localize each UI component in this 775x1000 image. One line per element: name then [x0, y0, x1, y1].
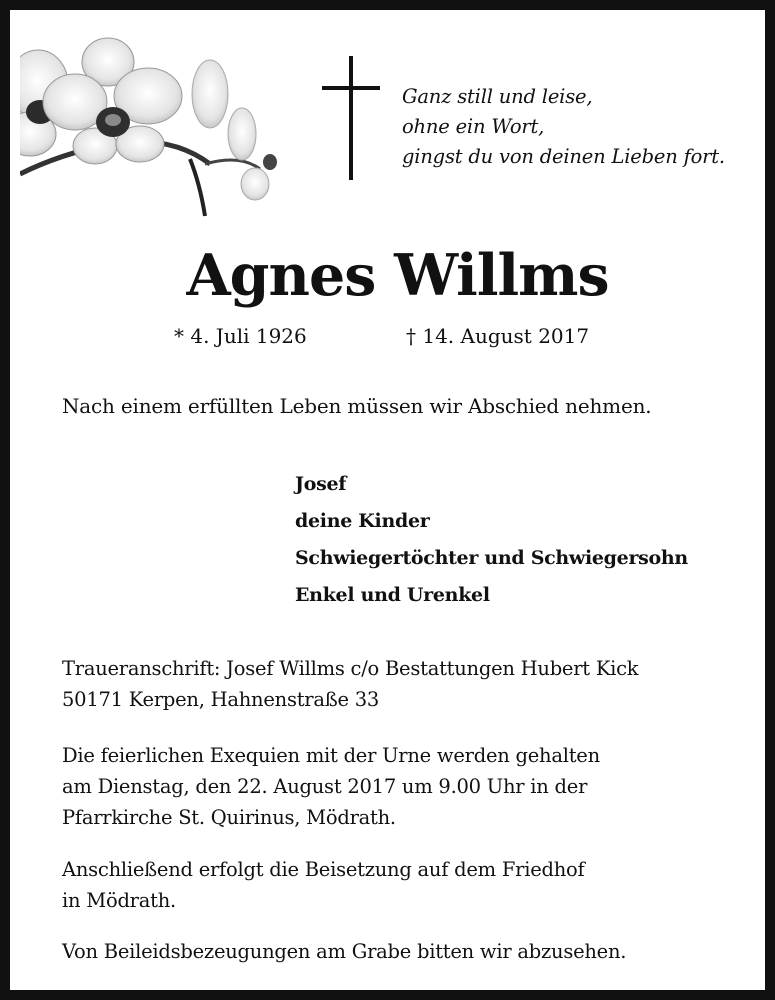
- death-date: † 14. August 2017: [406, 324, 590, 348]
- burial-line: in Mödrath.: [62, 889, 176, 912]
- closing-line: Von Beileidsbezeugungen am Grabe bitten wir abzusehen.: [62, 940, 627, 963]
- mourner: Enkel und Urenkel: [295, 584, 490, 606]
- mourner: deine Kinder: [295, 510, 430, 532]
- service-line: am Dienstag, den 22. August 2017 um 9.00 Uhr in der: [62, 775, 588, 798]
- mourners-list: [295, 466, 688, 614]
- cross-icon: [322, 56, 382, 180]
- verse-line: gingst du von deinen Lieben fort.: [402, 145, 725, 168]
- burial-line: Anschließend erfolgt die Beisetzung auf dem Friedhof: [62, 858, 585, 881]
- orchid-icon: [20, 34, 300, 224]
- burial-details: [62, 854, 584, 916]
- service-details: [62, 740, 600, 833]
- verse-line: ohne ein Wort,: [402, 115, 545, 138]
- closing-note: [62, 936, 626, 967]
- verse: [402, 82, 772, 172]
- deceased-name: Agnes Willms: [186, 242, 609, 309]
- verse-line: Ganz still und leise,: [402, 85, 593, 108]
- service-line: Die feierlichen Exequien mit der Urne werden gehalten: [62, 744, 600, 767]
- address-line: Traueranschrift: Josef Willms c/o Bestattungen Hubert Kick: [62, 657, 639, 680]
- intro-text: Nach einem erfüllten Leben müssen wir Abschied nehmen.: [62, 394, 652, 418]
- service-line: Pfarrkirche St. Quirinus, Mödrath.: [62, 806, 396, 829]
- mourner: Josef: [295, 473, 347, 495]
- mourner: Schwiegertöchter und Schwiegersohn: [295, 547, 688, 569]
- birth-date: * 4. Juli 1926: [174, 324, 307, 348]
- mourning-address: [62, 653, 638, 715]
- address-line: 50171 Kerpen, Hahnenstraße 33: [62, 688, 380, 711]
